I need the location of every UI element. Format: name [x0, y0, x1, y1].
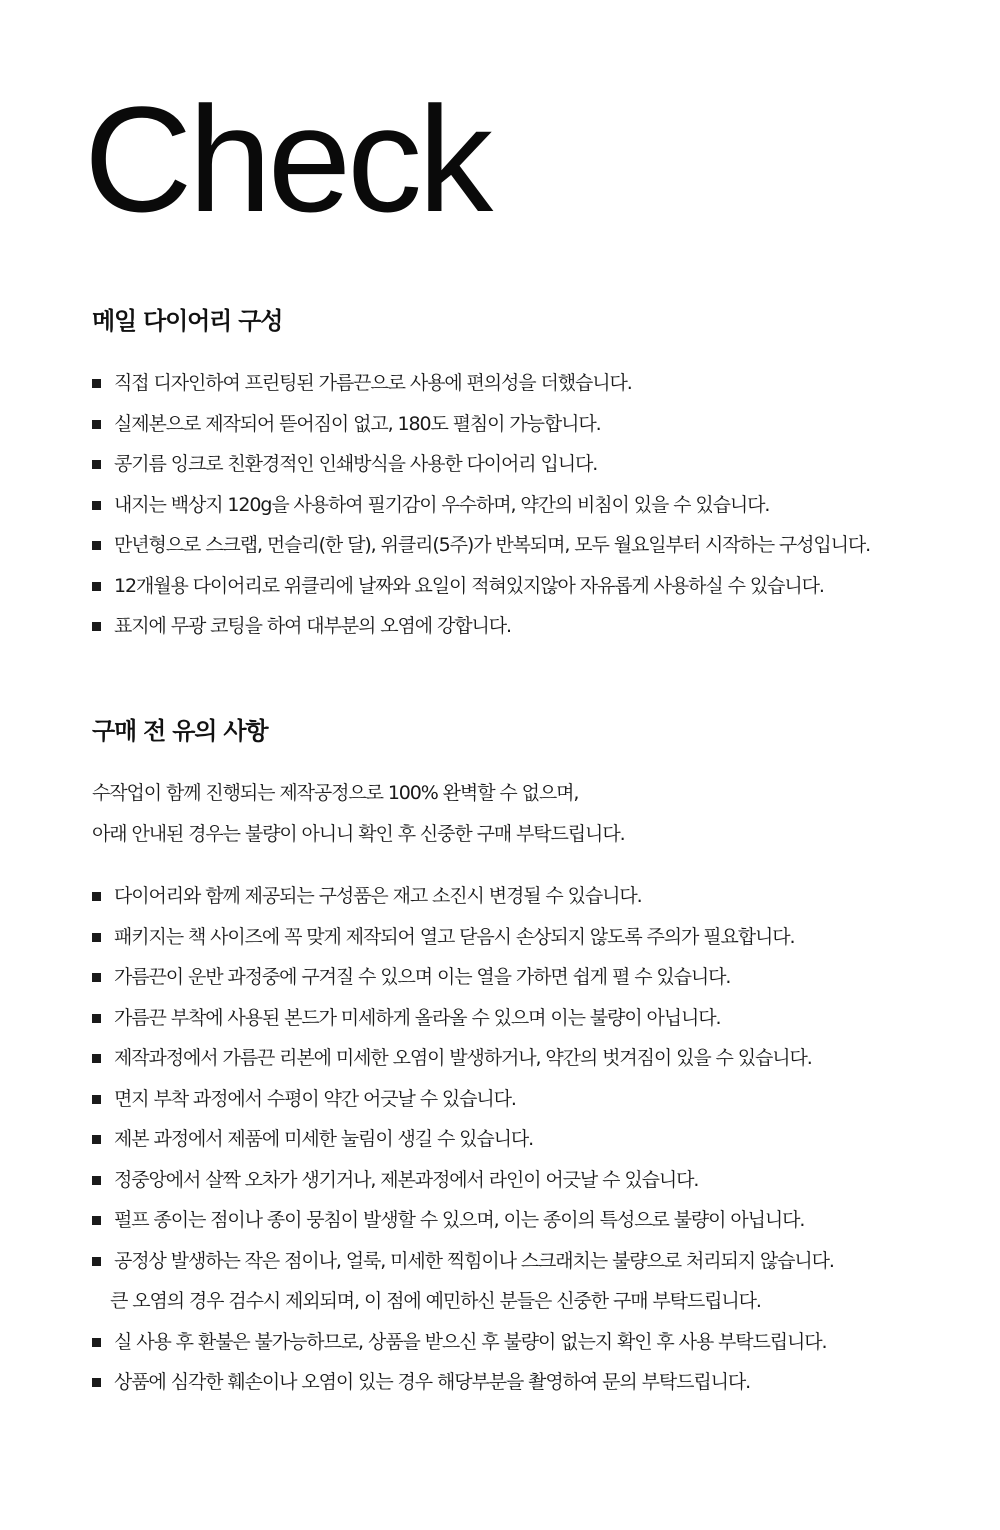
list-item	[92, 566, 972, 607]
list-item-text: 실제본으로 제작되어 뜯어짐이 없고, 180도 펼침이 가능합니다.	[114, 412, 601, 435]
square-bullet-icon	[92, 582, 101, 591]
intro-line: 수작업이 함께 진행되는 제작공정으로 100% 완벽할 수 없으며,	[92, 782, 579, 804]
square-bullet-icon	[92, 541, 101, 550]
list-item	[92, 1362, 972, 1403]
list-item-text: 실 사용 후 환불은 불가능하므로, 상품을 받으신 후 불량이 없는지 확인 후 사용 부탁드립니다.	[114, 1330, 827, 1353]
composition-list	[92, 363, 972, 647]
list-item-text: 큰 오염의 경우 검수시 제외되며, 이 점에 예민하신 분들은 신중한 구매 부탁드립니다.	[110, 1290, 761, 1312]
list-item	[92, 404, 972, 445]
square-bullet-icon	[92, 1014, 101, 1023]
list-item-text: 콩기름 잉크로 친환경적인 인쇄방식을 사용한 다이어리 입니다.	[114, 453, 598, 475]
list-item	[92, 957, 972, 998]
list-item-text: 다이어리와 함께 제공되는 구성품은 재고 소진시 변경될 수 있습니다.	[114, 885, 642, 907]
list-item-text: 제작과정에서 가름끈 리본에 미세한 오염이 발생하거나, 약간의 벗겨짐이 있을 수 있습니다.	[114, 1047, 812, 1069]
square-bullet-icon	[92, 1257, 101, 1266]
list-item	[92, 1038, 972, 1079]
list-item	[92, 1200, 972, 1241]
list-item	[92, 1119, 972, 1160]
precautions-intro	[92, 773, 972, 855]
list-item	[92, 485, 972, 526]
list-item	[92, 1079, 972, 1120]
square-bullet-icon	[92, 892, 101, 901]
list-item	[92, 876, 972, 917]
section-heading-composition: 메일 다이어리 구성	[92, 307, 283, 335]
list-item	[92, 1241, 972, 1282]
list-item-text: 내지는 백상지 120g을 사용하여 필기감이 우수하며, 약간의 비침이 있을 수 있습니다.	[114, 493, 770, 516]
square-bullet-icon	[92, 1054, 101, 1063]
square-bullet-icon	[92, 933, 101, 942]
list-item-text: 면지 부착 과정에서 수평이 약간 어긋날 수 있습니다.	[114, 1087, 516, 1110]
page-title: Check	[84, 75, 490, 243]
square-bullet-icon	[92, 501, 101, 510]
list-item	[92, 998, 972, 1039]
square-bullet-icon	[92, 1216, 101, 1225]
list-item	[92, 917, 972, 958]
square-bullet-icon	[92, 379, 101, 388]
section-heading-precautions: 구매 전 유의 사항	[92, 717, 268, 745]
square-bullet-icon	[92, 1135, 101, 1144]
list-item	[92, 606, 972, 647]
list-item-text: 펄프 종이는 점이나 종이 뭉침이 발생할 수 있으며, 이는 종이의 특성으로 불량이 아닙니다.	[114, 1209, 805, 1231]
list-item-continuation	[92, 1281, 972, 1322]
list-item-text: 패키지는 책 사이즈에 꼭 맞게 제작되어 열고 닫음시 손상되지 않도록 주의가 필요합니다.	[114, 925, 795, 948]
list-item-text: 제본 과정에서 제품에 미세한 눌림이 생길 수 있습니다.	[114, 1128, 534, 1150]
square-bullet-icon	[92, 1095, 101, 1104]
square-bullet-icon	[92, 420, 101, 429]
list-item	[92, 525, 972, 566]
intro-line: 아래 안내된 경우는 불량이 아니니 확인 후 신중한 구매 부탁드립니다.	[92, 823, 625, 845]
list-item-text: 가름끈이 운반 과정중에 구겨질 수 있으며 이는 열을 가하면 쉽게 펼 수 있습니다.	[114, 966, 731, 988]
list-item-text: 정중앙에서 살짝 오차가 생기거나, 제본과정에서 라인이 어긋날 수 있습니다.	[114, 1168, 699, 1191]
square-bullet-icon	[92, 973, 101, 982]
square-bullet-icon	[92, 1176, 101, 1185]
square-bullet-icon	[92, 460, 101, 469]
square-bullet-icon	[92, 1338, 101, 1347]
list-item-text: 공정상 발생하는 작은 점이나, 얼룩, 미세한 찍힘이나 스크래치는 불량으로 처리되지 않습니다.	[114, 1249, 834, 1272]
list-item	[92, 363, 972, 404]
precautions-list	[92, 876, 972, 1403]
list-item-text: 만년형으로 스크랩, 먼슬리(한 달), 위클리(5주)가 반복되며, 모두 월요일부터 시작하는 구성입니다.	[114, 534, 871, 556]
list-item-text: 상품에 심각한 훼손이나 오염이 있는 경우 해당부분을 촬영하여 문의 부탁드립니다.	[114, 1371, 751, 1393]
list-item-text: 12개월용 다이어리로 위클리에 날짜와 요일이 적혀있지않아 자유롭게 사용하실 수 있습니다.	[114, 574, 824, 597]
list-item	[92, 1322, 972, 1363]
list-item-text: 직접 디자인하여 프린팅된 가름끈으로 사용에 편의성을 더했습니다.	[114, 372, 632, 394]
square-bullet-icon	[92, 622, 101, 631]
list-item-text: 표지에 무광 코팅을 하여 대부분의 오염에 강합니다.	[114, 615, 511, 637]
square-bullet-icon	[92, 1378, 101, 1387]
list-item	[92, 444, 972, 485]
list-item	[92, 1160, 972, 1201]
list-item-text: 가름끈 부착에 사용된 본드가 미세하게 올라올 수 있으며 이는 불량이 아닙니다.	[114, 1006, 721, 1029]
